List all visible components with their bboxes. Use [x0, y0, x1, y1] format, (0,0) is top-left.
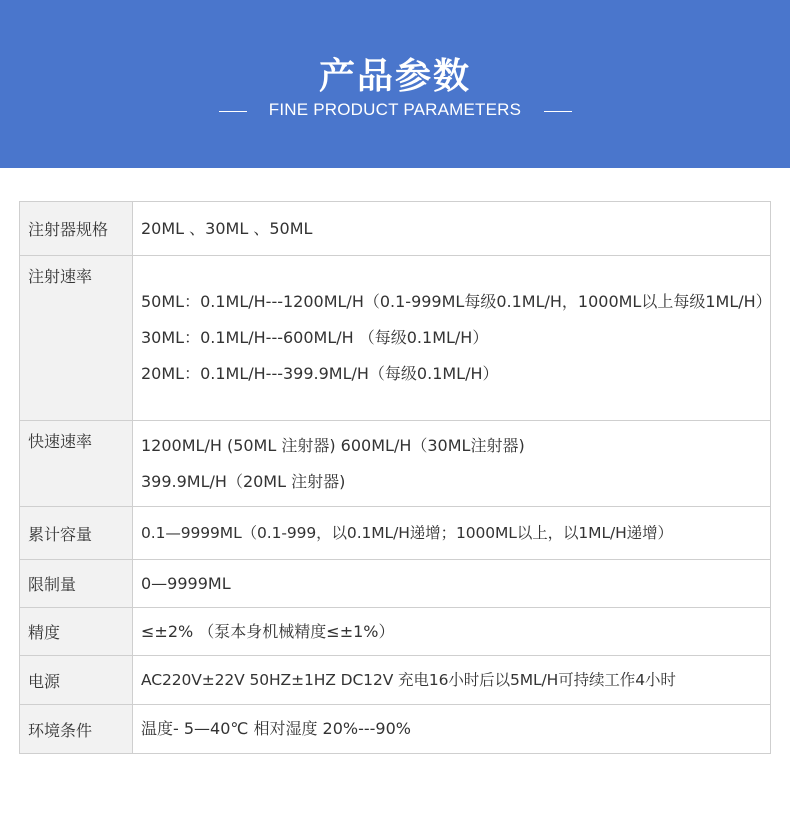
param-label: 累计容量	[20, 507, 133, 560]
param-value	[133, 705, 771, 754]
param-value-line: 0—9999ML	[141, 573, 231, 593]
param-label: 注射速率	[20, 256, 133, 421]
param-label: 精度	[20, 608, 133, 656]
param-value-line: ≤±2% （泵本身机械精度≤±1%）	[141, 621, 395, 641]
table-row	[20, 202, 771, 256]
param-value-line: 399.9ML/H（20ML 注射器)	[141, 471, 346, 491]
header-banner	[0, 0, 790, 168]
param-value-line: 30ML：0.1ML/H---600ML/H （每级0.1ML/H）	[141, 328, 489, 347]
table-row	[20, 256, 771, 421]
table-row	[20, 507, 771, 560]
param-value	[133, 202, 771, 256]
param-value	[133, 560, 771, 608]
param-label: 电源	[20, 656, 133, 705]
param-value	[133, 507, 771, 560]
param-value-line: 20ML：0.1ML/H---399.9ML/H（每级0.1ML/H）	[141, 364, 499, 383]
table-row	[20, 608, 771, 656]
param-value-line: 1200ML/H (50ML 注射器) 600ML/H（30ML注射器)	[141, 435, 525, 455]
table-row	[20, 656, 771, 705]
param-value	[133, 256, 771, 421]
param-value	[133, 656, 771, 705]
param-label: 注射器规格	[20, 202, 133, 256]
page-subtitle: FINE PRODUCT PARAMETERS	[268, 100, 522, 119]
param-value-line: 20ML 、30ML 、50ML	[141, 218, 313, 238]
parameters-table	[19, 201, 771, 754]
param-value-line: 0.1—9999ML（0.1-999，以0.1ML/H递增；1000ML以上，以1ML/H递增）	[141, 524, 673, 542]
title-divider-right	[544, 111, 572, 112]
page-title: 产品参数	[318, 56, 471, 97]
param-value-line: 温度- 5—40℃ 相对湿度 20%---90%	[141, 719, 411, 738]
table-row	[20, 705, 771, 754]
param-value	[133, 608, 771, 656]
table-row	[20, 421, 771, 507]
param-label: 环境条件	[20, 705, 133, 754]
param-value	[133, 421, 771, 507]
param-value-line: AC220V±22V 50HZ±1HZ DC12V 充电16小时后以5ML/H可持续工作4小时	[141, 671, 676, 689]
param-value-line: 50ML：0.1ML/H---1200ML/H（0.1-999ML每级0.1ML/H，1000ML以上每级1ML/H）	[141, 292, 772, 311]
param-label: 限制量	[20, 560, 133, 608]
table-row	[20, 560, 771, 608]
param-label: 快速速率	[20, 421, 133, 507]
